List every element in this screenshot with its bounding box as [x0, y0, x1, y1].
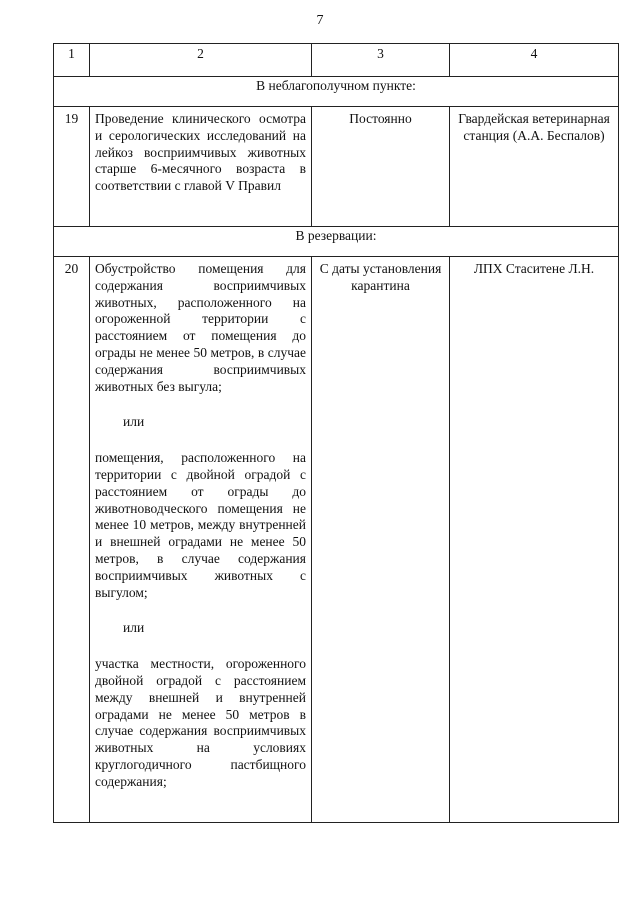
section-row: [54, 227, 619, 257]
table-row: [54, 107, 619, 227]
section-title: В резервации:: [54, 227, 619, 257]
column-number-4: 4: [450, 44, 619, 77]
row-description: [90, 107, 312, 227]
row-deadline: Постоянно: [312, 107, 450, 227]
description-text: Проведение клинического осмотра и серологических исследований на лейкоз восприимчивых животных старше 6-месячного возраста в соответствии с главой V Правил: [95, 111, 306, 194]
column-number-1: 1: [54, 44, 90, 77]
column-number-row: [54, 44, 619, 77]
section-title: В неблагополучном пункте:: [54, 77, 619, 107]
description-paragraph: участка местности, огороженного двойной оградой с расстоянием между внешней и внутренней оградами не менее 50 метров в случае содержания восприимчивых животных на условиях круглогодичного пастбищного содержания;: [95, 656, 306, 789]
column-number-3: 3: [312, 44, 450, 77]
row-responsible: ЛПХ Стаситене Л.Н.: [450, 257, 619, 823]
page-number: 7: [316, 13, 324, 28]
description-separator: или: [123, 414, 145, 430]
column-number-2: 2: [90, 44, 312, 77]
description-paragraph: помещения, расположенного на территории с двойной оградой с расстоянием от ограды до животноводческого помещения не менее 10 метров, между внутренней и внешней оградами не менее 50 метров, в случае содержания восприимчивых животных с выгулом;: [95, 450, 306, 600]
measures-table: [53, 43, 619, 823]
section-row: [54, 77, 619, 107]
row-deadline: С даты установления карантина: [312, 257, 450, 823]
description-separator: или: [123, 620, 145, 636]
row-description: [90, 257, 312, 823]
table-row: [54, 257, 619, 823]
row-number: 20: [54, 257, 90, 823]
description-paragraph: Обустройство помещения для содержания восприимчивых животных, расположенного на огороженной территории с расстоянием от помещения до ограды не менее 50 метров, в случае содержания восприимчивых животных без выгула;: [95, 261, 306, 394]
row-number: 19: [54, 107, 90, 227]
row-responsible: Гвардейская ветеринарная станция (А.А. Беспалов): [450, 107, 619, 227]
